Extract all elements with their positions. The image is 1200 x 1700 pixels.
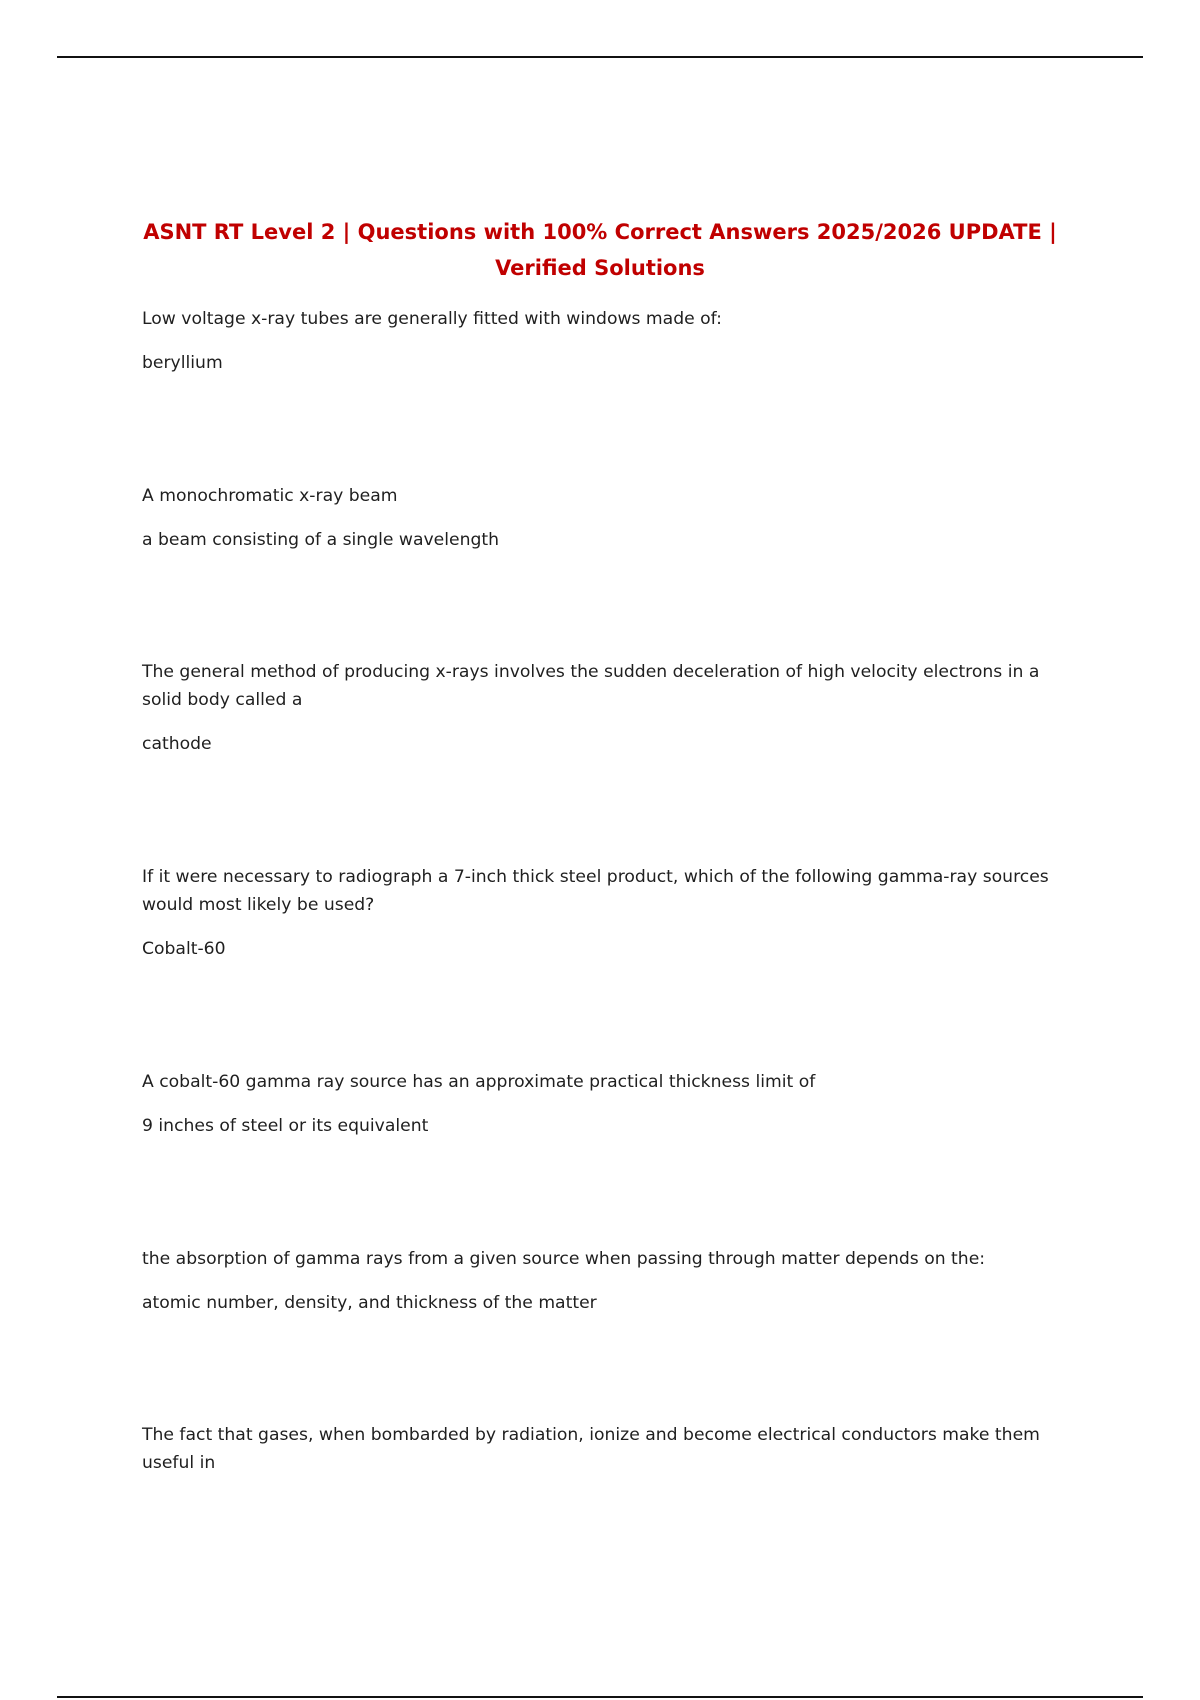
question-text: Low voltage x-ray tubes are generally fitted with windows made of: bbox=[142, 309, 722, 329]
answer-text: 9 inches of steel or its equivalent bbox=[142, 1116, 429, 1136]
question-text: A cobalt-60 gamma ray source has an approximate practical thickness limit of bbox=[142, 1072, 816, 1092]
answer-text: a beam consisting of a single wavelength bbox=[142, 530, 500, 550]
answer-text: beryllium bbox=[142, 353, 223, 373]
qa-item-5 bbox=[142, 1068, 1082, 1140]
question-text: A monochromatic x-ray beam bbox=[142, 486, 398, 506]
qa-item-2 bbox=[142, 482, 1082, 554]
qa-item-6 bbox=[142, 1245, 1082, 1317]
question-text: The general method of producing x-rays involves the sudden deceleration of high velocity electrons in a solid body called a bbox=[142, 662, 1040, 710]
question-text: If it were necessary to radiograph a 7-inch thick steel product, which of the following gamma-ray sources would most likely be used? bbox=[142, 867, 1049, 915]
question-text: The fact that gases, when bombarded by radiation, ionize and become electrical conductors make them useful in bbox=[142, 1425, 1040, 1473]
qa-item-7 bbox=[142, 1421, 1082, 1493]
top-rule bbox=[57, 56, 1143, 58]
qa-item-4 bbox=[142, 863, 1082, 963]
answer-text: atomic number, density, and thickness of the matter bbox=[142, 1293, 597, 1313]
answer-text: Cobalt-60 bbox=[142, 939, 226, 959]
qa-item-1 bbox=[142, 305, 1082, 377]
bottom-rule bbox=[57, 1696, 1143, 1698]
document-title: ASNT RT Level 2 | Questions with 100% Correct Answers 2025/2026 UPDATE | Verified Solutions bbox=[143, 220, 1057, 280]
answer-text: cathode bbox=[142, 734, 212, 754]
qa-item-3 bbox=[142, 658, 1082, 758]
question-text: the absorption of gamma rays from a given source when passing through matter depends on the: bbox=[142, 1249, 986, 1269]
